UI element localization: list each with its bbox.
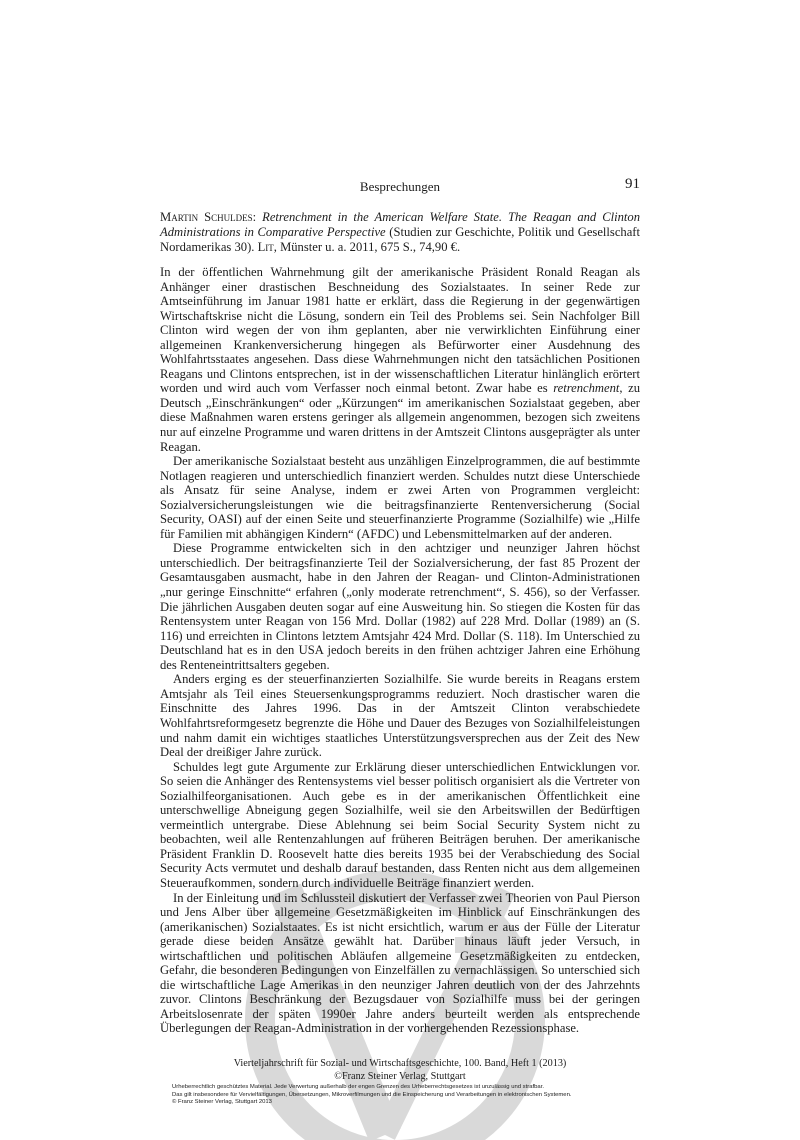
copyright-notice (172, 1084, 642, 1107)
body-paragraph: Der amerikanische Sozialstaat besteht aus unzähligen Einzelprogrammen, die auf bestimmte Notlagen reagieren und unterschiedlich finanziert werden. Schuldes nutzt diese Unterschiede als Ansatz für seine Analyse, indem er zwei Arten von Programmen vergleicht: Sozialversicherungsleistungen wie die beitragsfinanzierte Rentenversicherung (Social Security, OASI) auf der einen Seite und steuerfinanzierte Programme (Sozialhilfe) wie „Hilfe für Familien mit abhängigen Kindern“ (AFDC) und Lebensmittelmarken auf der anderen. (160, 454, 640, 541)
review-book-title: Retrenchment in the American Welfare State. The Reagan and Clinton Administrations in Comparative Perspective (160, 210, 640, 239)
page-number: 91 (625, 176, 640, 192)
review-bibliographic-header (160, 210, 640, 255)
running-head (160, 176, 640, 196)
copyright-line: Urheberrechtlich geschütztes Material. Jede Verwertung außerhalb der engen Grenzen des Urheberrechtsgesetzes ist unzulässig und strafbar. (172, 1084, 544, 1090)
journal-citation: Vierteljahrschrift für Sozial- und Wirtschaftsgeschichte, 100. Band, Heft 1 (2013) (233, 1058, 567, 1069)
paragraph-emphasis: retrenchment (553, 381, 620, 396)
body-paragraph: Schuldes legt gute Argumente zur Erklärung dieser unterschiedlichen Entwicklungen vor. So seien die Anhänger des Rentensystems viel besser politisch organisiert als die Vertreter von Sozialhilfeorganisationen. Auch gebe es in der amerikanischen Öffentlichkeit eine unterschwellige Abneigung gegen Sozialhilfe, weil sie den Arbeitswillen der Bedürftigen vermeintlich untergrabe. Diese Ablehnung sei beim Social Security System nicht zu beobachten, weil alle Rentenzahlungen auf früheren Beiträgen beruhen. Der amerikanische Präsident Franklin D. Roosevelt hatte dies bereits 1935 bei der Verabschiedung des Social Security Acts vermutet und deshalb darauf bestanden, dass Renten nicht aus dem allgemeinen Steueraufkommen, sondern durch individuelle Beiträge finanziert werden. (160, 759, 640, 890)
review-publication-details: , Münster u. a. 2011, 675 S., 74,90 €. (273, 240, 461, 254)
body-paragraph: In der Einleitung und im Schlussteil diskutiert der Verfasser zwei Theorien von Paul Pierson und Jens Alber über allgemeine Gesetzmäßigkeiten im Hinblick auf Einschränkungen des (amerikanischen) Sozialstaates. Es ist nicht ersichtlich, warum er aus der Fülle der Literatur gerade diese beiden Ansätze gewählt hat. Darüber hinaus läuft jeder Versuch, in wirtschaftlichen und politischen Abläufen allgemeine Gesetzmäßigkeiten zu entdecken, Gefahr, die besonderen Bedingungen von Einzelfällen zu vernachlässigen. So unterschied sich die wirtschaftliche Lage Amerikas in den neunziger Jahren deutlich von der des Jahrzehnts zuvor. Clintons Beschränkung der Bezugsdauer von Sozialhilfe muss bei der geringen Arbeitslosenrate der späten 1990er Jahre anders beurteilt werden als entsprechende Überlegungen der Reagan-Administration in der vorhergehenden Rezessionsphase. (160, 890, 640, 1036)
running-head-title: Besprechungen (359, 179, 441, 194)
copyright-line: © Franz Steiner Verlag, Stuttgart 2013 (172, 1099, 272, 1106)
paragraph-text: In der öffentlichen Wahrnehmung gilt der amerikanische Präsident Ronald Reagan als Anhänger einer drastischen Beschneidung des Sozialstaates. In seiner Rede zur Amtseinführung im Januar 1981 hatte er erklärt, dass die Regierung in der gegenwärtigen Wirtschaftskrise nicht die Lösung, sondern ein Teil des Problems sei. Sein Nachfolger Bill Clinton wird wegen der von ihm geplanten, aber nie verwirklichten Einführung einer allgemeinen Krankenversicherung hingegen als Befürworter einer Ausdehnung des Wohlfahrtsstaates angesehen. Dass diese Wahrnehmungen nicht den tatsächlichen Positionen Reagans und Clintons entsprechen, ist in der wissenschaftlichen Literatur hinlänglich erörtert worden und wird auch vom Verfasser noch einmal betont. Zwar habe es (160, 265, 640, 396)
journal-footer (160, 1058, 640, 1083)
paragraph-text: , zu Deutsch „Einschränkungen“ oder „Kürzungen“ im amerikanischen Sozialstaat gegeben, aber diese Maßnahmen waren erstens geringer als allgemein angenommen, bezogen sich zweitens nur auf einzelne Programme und waren drittens in der Amtszeit Clintons ausgeprägter als unter Reagan. (160, 381, 640, 454)
body-paragraph: Diese Programme entwickelten sich in den achtziger und neunziger Jahren höchst unterschiedlich. Der beitragsfinanzierte Teil der Sozialversicherung, der fast 85 Prozent der Gesamtausgaben ausmacht, habe in den Jahren der Reagan- und Clinton-Administrationen „nur geringe Einschnitte“ erfahren („only moderate retrenchment“, S. 456), so der Verfasser. Die jährlichen Ausgaben deuten sogar auf eine Ausweitung hin. So stiegen die Kosten für das Rentensystem unter Reagan von 156 Mrd. Dollar (1982) auf 228 Mrd. Dollar (1989) an (S. 116) und erreichten in Clintons letztem Amtsjahr 424 Mrd. Dollar (S. 118). Im Unterschied zu Deutschland hat es in den USA jedoch bereits in den frühen achtziger Jahren eine Erhöhung des Renteneintrittsalters gegeben. (160, 541, 640, 672)
review-publisher: Lit (257, 240, 274, 254)
body-paragraph (160, 265, 640, 454)
review-author: Martin Schuldes (160, 210, 253, 224)
copyright-line: Das gilt insbesondere für Vervielfältigungen, Übersetzungen, Mikroverfilmungen und die Einspeicherung und Verarbeitungen in elektronischen Systemen. (172, 1091, 572, 1098)
review-author-suffix: : (252, 210, 263, 224)
review-series: (Studien zur Geschichte, Politik und Gesellschaft Nordamerikas 30). (160, 225, 640, 254)
footer-publisher: ©Franz Steiner Verlag, Stuttgart (334, 1070, 466, 1082)
review-body (160, 265, 640, 1036)
body-paragraph: Anders erging es der steuerfinanzierten Sozialhilfe. Sie wurde bereits in Reagans erstem Amtsjahr als Teil eines Steuersenkungsprogramms reduziert. Noch drastischer waren die Einschnitte des Jahres 1996. Das in der Amtszeit Clinton verabschiedete Wohlfahrtsreformgesetz begrenzte die Höhe und Dauer des Bezuges von Sozialhilfeleistungen und nahm damit ein wichtiges staatliches Unterstützungsversprechen aus der Zeit des New Deal der dreißiger Jahre zurück. (160, 672, 640, 760)
